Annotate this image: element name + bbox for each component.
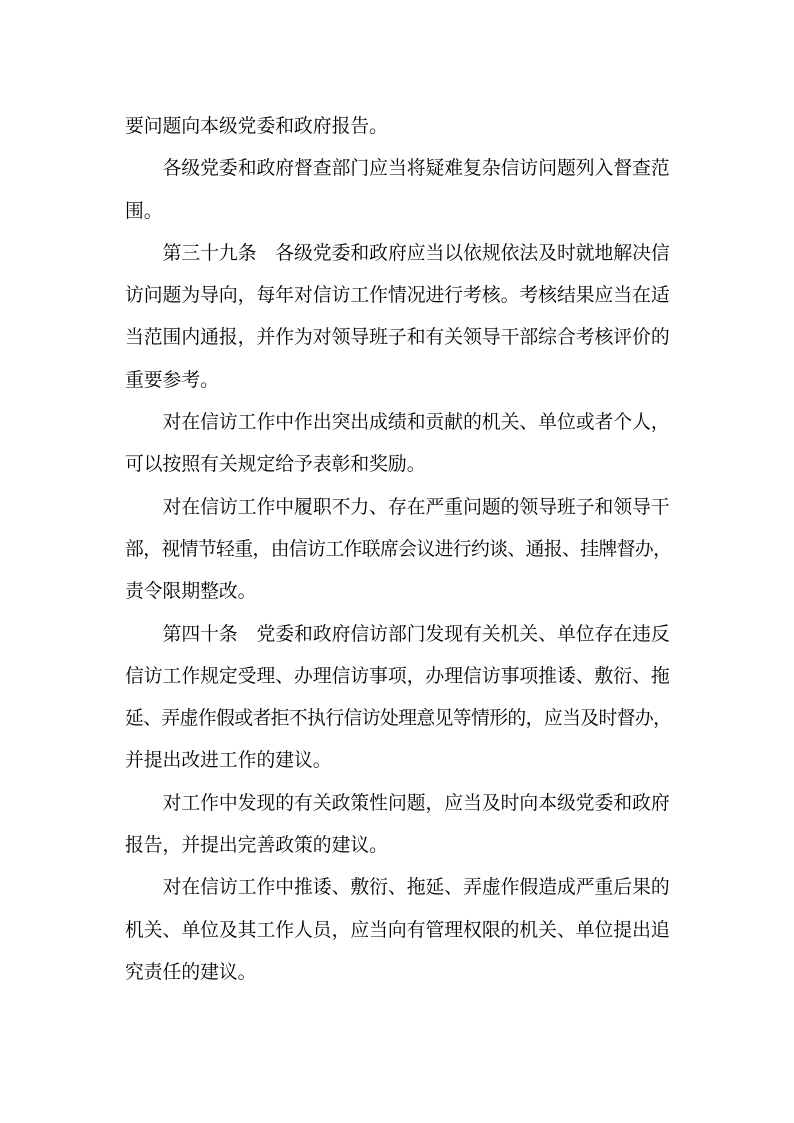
text-line: 围。 (125, 199, 163, 221)
text-line: 并提出改进工作的建议。 (125, 749, 332, 771)
text-line: 对在信访工作中推诿、敷衍、拖延、弄虚作假造成严重后果的 (162, 876, 670, 898)
text-line: 当范围内通报，并作为对领导班子和有关领导干部综合考核评价的 (125, 326, 670, 348)
text-line: 访问题为导向，每年对信访工作情况进行考核。考核结果应当在适 (125, 284, 670, 306)
text-line: 对在信访工作中作出突出成绩和贡献的机关、单位或者个人， (162, 411, 670, 433)
text-line: 对在信访工作中履职不力、存在严重问题的领导班子和领导干 (162, 495, 670, 517)
text-line: 第三十九条 各级党委和政府应当以依规依法及时就地解决信 (162, 241, 670, 263)
text-line: 机关、单位及其工作人员，应当向有管理权限的机关、单位提出追 (125, 918, 670, 940)
page-text (125, 105, 671, 993)
text-line: 重要参考。 (125, 368, 219, 390)
text-line: 部，视情节轻重，由信访工作联席会议进行约谈、通报、挂牌督办， (125, 537, 672, 559)
text-line: 责令限期整改。 (125, 580, 257, 602)
text-line: 要问题向本级党委和政府报告。 (125, 115, 388, 136)
text-line: 信访工作规定受理、办理信访事项，办理信访事项推诿、敷衍、拖 (125, 664, 670, 686)
text-line: 究责任的建议。 (125, 960, 257, 982)
text-line: 对工作中发现的有关政策性问题，应当及时向本级党委和政府 (162, 791, 670, 813)
text-line: 各级党委和政府督查部门应当将疑难复杂信访问题列入督查范 (162, 157, 670, 179)
text-line: 延、弄虚作假或者拒不执行信访处理意见等情形的，应当及时督办， (125, 707, 672, 729)
text-line: 第四十条 党委和政府信访部门发现有关机关、单位存在违反 (162, 622, 670, 644)
text-line: 可以按照有关规定给予表彰和奖励。 (125, 453, 426, 475)
text-line: 报告，并提出完善政策的建议。 (125, 834, 388, 856)
